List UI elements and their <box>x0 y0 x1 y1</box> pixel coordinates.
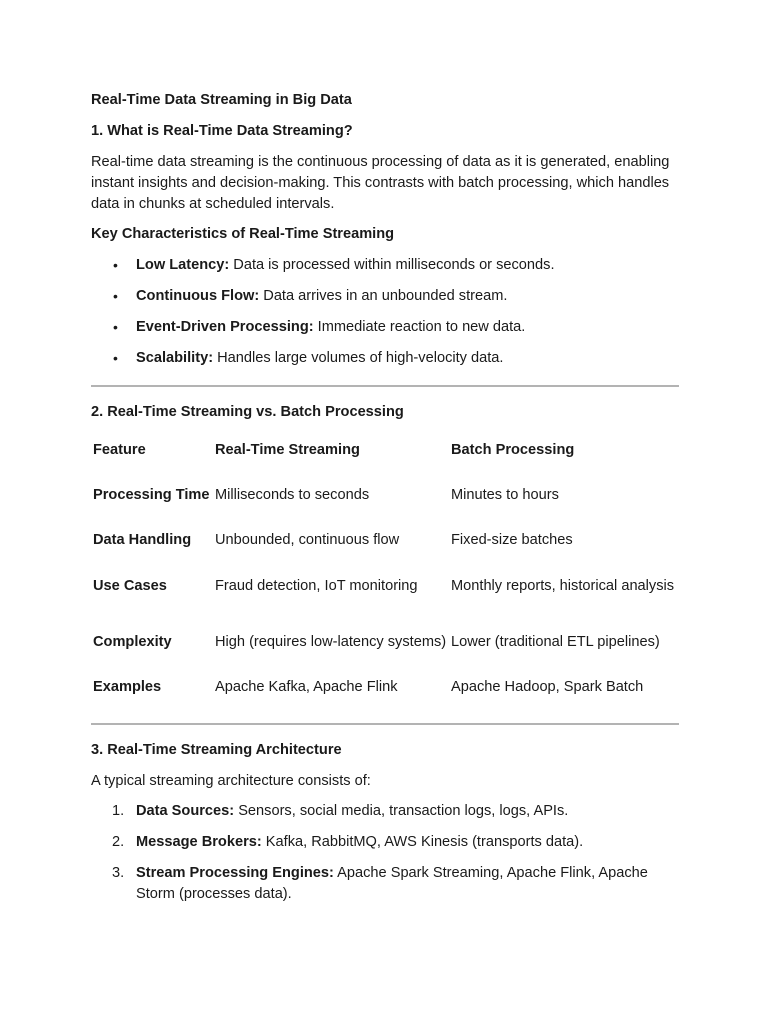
list-item-term: Scalability: <box>136 350 214 366</box>
table-cell: Minutes to hours <box>451 486 559 503</box>
list-item-number: 3. <box>112 865 125 881</box>
list-item-text: Apache Spark Streaming, Apache Flink, Apache Storm (processes data). <box>136 865 648 902</box>
section-1-paragraph: Real-time data streaming is the continuous processing of data as it is generated, enabling instant insights and decision-making. This contrasts with batch processing, which handles data in chunks at scheduled intervals. <box>91 154 670 212</box>
list-item-text: Immediate reaction to new data. <box>313 319 526 335</box>
list-item-text: Handles large volumes of high-velocity data. <box>213 350 504 366</box>
table-row <box>91 523 679 558</box>
list-item-term: Continuous Flow: <box>136 288 260 304</box>
list-item-number: 2. <box>112 834 125 850</box>
table-cell: Apache Kafka, Apache Flink <box>215 679 398 695</box>
table-cell: Monthly reports, historical analysis <box>451 577 675 594</box>
section-divider <box>91 385 679 387</box>
section-2-heading: 2. Real-Time Streaming vs. Batch Processing <box>91 404 404 420</box>
list-item <box>91 348 679 369</box>
characteristics-list <box>91 255 679 369</box>
list-item <box>91 832 679 853</box>
list-item-term: Stream Processing Engines: <box>136 865 334 881</box>
list-item-text: Kafka, RabbitMQ, AWS Kinesis (transports data). <box>261 834 584 850</box>
table-row-label: Use Cases <box>93 577 167 594</box>
table-cell: Lower (traditional ETL pipelines) <box>451 633 660 650</box>
list-item-text: Sensors, social media, transaction logs, logs, APIs. <box>234 803 569 819</box>
list-item <box>91 317 679 338</box>
table-row <box>91 558 679 614</box>
list-item-number: 1. <box>112 803 125 819</box>
section-divider <box>91 723 679 725</box>
comparison-table <box>91 433 679 705</box>
table-header-cell: Real-Time Streaming <box>215 441 360 458</box>
table-header-cell: Feature <box>93 441 146 458</box>
table-cell: High (requires low-latency systems) <box>215 633 447 650</box>
table-header-cell: Batch Processing <box>451 441 575 458</box>
table-cell: Unbounded, continuous flow <box>215 532 400 548</box>
section-1-heading: 1. What is Real-Time Data Streaming? <box>91 123 353 139</box>
table-row <box>91 467 679 523</box>
section-3-heading: 3. Real-Time Streaming Architecture <box>91 742 342 758</box>
table-cell: Apache Hadoop, Spark Batch <box>451 679 644 695</box>
list-item-term: Message Brokers: <box>136 834 262 850</box>
table-row-label: Data Handling <box>93 532 192 548</box>
section-3-intro: A typical streaming architecture consists of: <box>91 773 371 789</box>
list-item <box>91 286 679 307</box>
table-row <box>91 670 679 705</box>
table-row-label: Complexity <box>93 633 172 650</box>
list-item-text: Data arrives in an unbounded stream. <box>259 288 508 304</box>
table-cell: Milliseconds to seconds <box>215 486 370 503</box>
document-content <box>91 90 679 905</box>
table-header-row <box>91 433 679 467</box>
list-item-term: Low Latency: <box>136 257 230 273</box>
list-item <box>91 863 679 905</box>
table-cell: Fixed-size batches <box>451 532 573 548</box>
document-title: Real-Time Data Streaming in Big Data <box>91 92 352 108</box>
characteristics-heading: Key Characteristics of Real-Time Streaming <box>91 226 395 242</box>
table-row-label: Processing Time <box>93 486 210 503</box>
table-row <box>91 614 679 670</box>
list-item-text: Data is processed within milliseconds or seconds. <box>229 257 555 273</box>
table-cell: Fraud detection, IoT monitoring <box>215 577 418 594</box>
table-row-label: Examples <box>93 679 162 695</box>
list-item <box>91 801 679 822</box>
list-item <box>91 255 679 276</box>
list-item-term: Data Sources: <box>136 803 235 819</box>
list-item-term: Event-Driven Processing: <box>136 319 314 335</box>
architecture-list <box>91 801 679 905</box>
